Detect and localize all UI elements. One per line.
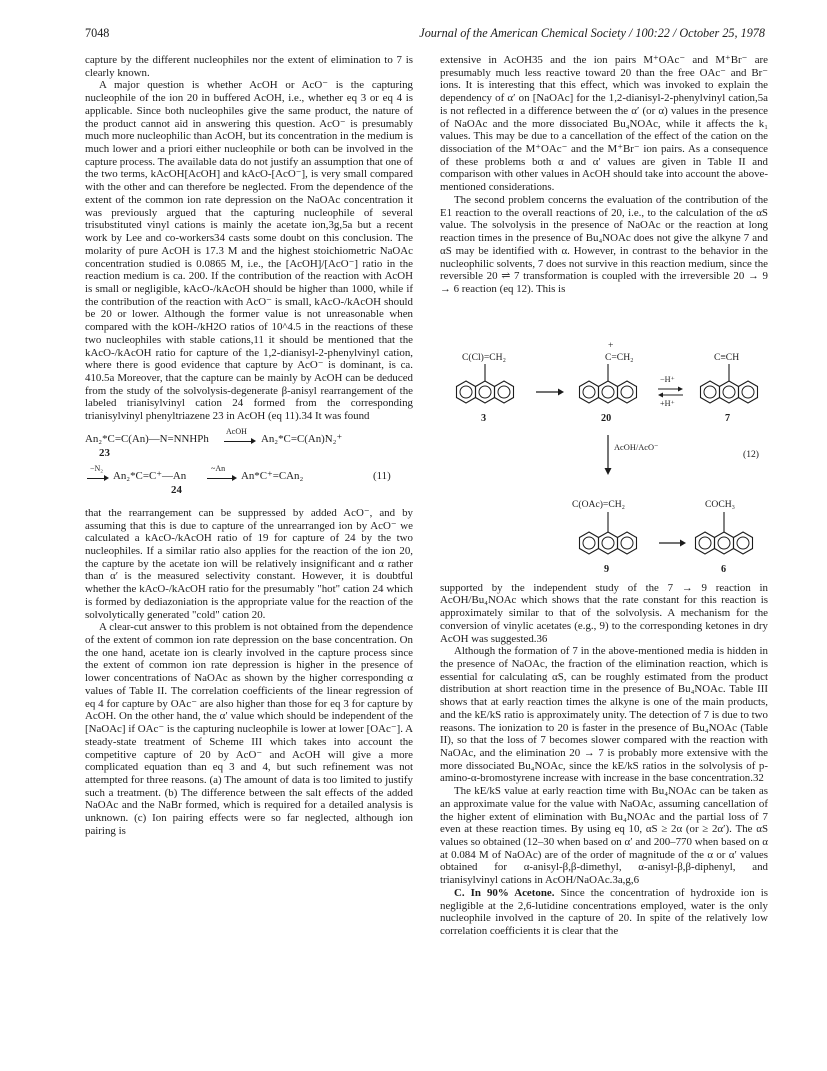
paragraph: The kE/kS value at early reaction time with Bu₄NOAc can be taken as an approximate value for the value with NaOAc, assuming cancellation of the higher extent of elimination with Bu₄NOAc and the partial loss of 7 even at these reaction times. By using eq 10, αS ≥ 2α (or ≥ 2α′). The αS values so obtained (12–30 when based on α′ and 200–770 when based on α at 0.084 M of NaOAc) are of the order of magnitude of the α or α′ values obtained for α-anisyl-β,β-dimethyl, α-anisyl-β,β-diphenyl, and trianisylvinyl cations in AcOH/NaOAc.3a,g,6 xyxy=(440,785,768,887)
compound-number: 7 xyxy=(725,412,731,424)
scheme-structures xyxy=(440,300,768,578)
anthracene-ring-6 xyxy=(696,512,753,554)
anthracene-ring-7 xyxy=(701,364,758,403)
cation-charge: + xyxy=(608,339,614,351)
compound-number: 24 xyxy=(171,483,182,496)
right-column xyxy=(440,54,768,938)
anthracene-ring-20 xyxy=(580,364,637,403)
page-number: 7048 xyxy=(85,26,110,40)
paragraph: A clear-cut answer to this problem is not obtained from the dependence of the extent of common ion rate depression on the base concentration. On the one hand, acetate ion is clearly involved in the capture process since the extent of common ion rate depression is higher in the presence of lower concentrations of NaOAc as shown by the higher corresponding α values of Table II. The correlation coefficients of the linear regression of eq 4 for capture by OAc⁻ are also higher than those for eq 3 for capture by AcOH. On the other hand, the α′ value which should be independent of the [NaOAc] if OAc⁻ is the capturing nucleophile is lower at lower [OAc⁻]. A steady-state treatment of Scheme III which takes into account the competitive capture of 20 by AcO⁻ and AcOH will give a more complicated equation than eq 3 and 4, but such refinement was not attempted for three reasons. (a) The amount of data is too limited to justify such a treatment. (b) The difference between the salt effects of the added NaOAc and the NaBr formed, which is required for a detailed analysis is unknown. (c) Ion pairing effects were so far neglected, although ion pairing is xyxy=(85,621,413,837)
eq-reactant: An₂*C=C(An)—N=NNHPh xyxy=(85,432,209,445)
equation-number: (11) xyxy=(373,469,391,482)
equation-number: (12) xyxy=(743,448,759,460)
reaction-arrow-down xyxy=(605,435,612,475)
left-column xyxy=(85,54,413,838)
paragraph xyxy=(440,887,768,938)
paragraph: A major question is whether AcOH or AcO⁻ is the capturing nucleophile of the ion 20 in buffered AcOH, i.e., whether eq 3 or eq 4 is applicable. Since both nucleophiles give the same product, the nature of the product cannot aid in answering this question. AcO⁻ is presumably much more nucleophilic than AcOH, but its concentration in the medium is much lower and a priori either nucleophile or both can be involved in the capture process. The available data do not justify an assumption that one of the two terms, kAcOH[AcOH] and kAcO-[AcO⁻], is very small compared with the other and can therefore be neglected. From the dependence of the extent of the common ion rate depression on the NaOAc concentration it was previously argued that the capturing nucleophile of several trisubstituted vinyl cations is mainly the acetate ion,3g,5a but a recent work by Lee and co-workers34 casts some doubt on this conclusion. The molarity of pure AcOH is 17.3 M and the highest stoichiometric NaOAc concentration studied is 0.0865 M, i.e., the [AcOH]/[AcO⁻] ratio in the reaction medium is ca. 200. If the contribution of the reaction with AcOH is small or negligible, kAcO-/kAcOH should be higher than 1000, while if the contribution of the reaction with AcO⁻ is small, kAcO-/kAcOH should be 20 or lower. Although the former value is not unreasonable when compared with the kOH-/kH2O ratios of 10^4.5 in the reactions of these two nucleophiles with stable cations,11 it should be mentioned that the kAcO-/kAcOH ratio for capture of the 1,2-dianisyl-2-phenylvinyl cation, where there is good evidence that capture by AcO⁻ is dominant, is ca. 410.5a Moreover, that the capture can be mainly by AcOH can be deduced from the study of the solvolysis-degenerate β-anisyl rearrangement of the labeled trianisylvinyl cation 24 formed from the corresponding trianisylvinyl phenyltriazene 23 in AcOH (eq 11).34 It was found xyxy=(85,79,413,423)
compound-number: 9 xyxy=(604,563,610,575)
reagent-label: AcOH/AcO⁻ xyxy=(614,442,659,452)
reaction-arrow xyxy=(207,472,237,485)
proton-loss-label: −H⁺ xyxy=(660,374,675,384)
paragraph: capture by the different nucleophiles nor the extent of elimination to 7 is clearly known. xyxy=(85,54,413,79)
reaction-arrow xyxy=(87,472,109,485)
paragraph: that the rearrangement can be suppressed by added AcO⁻, and by assuming that this is due to capture of the unrearranged ion by AcO⁻ we calculated a kAcO-/kAcOH ratio of 19 for capture of 24 by the two nucleophiles. If a similar ratio also applies for the reaction of the ion 20, the capture by the acetate ion will be relatively insignificant and α rather than α′ is the measured selectivity constant. However, it is doubtful whether the kAcO-/kAcOH ratio for the presumably "hot" cation 24 which is formed by dediazoniation is the appropriate value for the reaction of the solvolytically generated "cold" cation 20. xyxy=(85,506,413,621)
compound-number: 20 xyxy=(601,412,612,424)
compound-number: 6 xyxy=(721,563,727,575)
paragraph-text: Since the concentration of hydroxide ion is negligible at the 2,6-lutidine concentrations employed, water is the only nucleophile involved in the capture of 20. In spite of the relatively low correlation coefficients it is clear that the xyxy=(440,886,768,938)
eq-arrow-label: ~An xyxy=(211,463,226,473)
proton-gain-label: +H⁺ xyxy=(660,398,675,408)
substituent-label: C(OAc)=CH₂ xyxy=(572,498,625,510)
eq-product: An*C⁺=CAn₂ xyxy=(241,469,304,482)
substituent-label: COCH₃ xyxy=(705,498,735,510)
eq-product: An₂*C=C(An)N₂⁺ xyxy=(261,432,343,445)
reaction-arrow xyxy=(536,388,564,395)
paragraph: supported by the independent study of the 7 → 9 reaction in AcOH/Bu₄NOAc which shows that the rate constant for this reaction is approximately similar to that of the solvolysis. A mechanism for the conversion of vinylic acetates (e.g., 9) to the corresponding ketones in dry AcOH was suggested.36 xyxy=(440,581,768,645)
paragraph: extensive in AcOH35 and the ion pairs M⁺OAc⁻ and M⁺Br⁻ are presumably much less reactive toward 20 than the free OAc⁻ and Br⁻ ions. It is interesting that this effect, which was invoked to explain the dependency of α′ on [NaOAc] for the 1,2-dianisyl-2-phenylvinyl cation,5a is not reflected in a difference between the α′ (or α) values in the presence of NaOAc and the more dissociated Bu₄NOAc, while it affects the k₁ values. This may be due to a cancellation of the effect of the cation on the dissociation of the M⁺OAc⁻ and the M⁺Br⁻ ion pairs. As a consequence of these problems both α and α′ values are given in Table II and comparison with other values in AcOH should take into account the above-mentioned considerations. xyxy=(440,54,768,194)
section-heading: C. In 90% Acetone. xyxy=(454,886,555,899)
substituent-label: C=CH₂ xyxy=(605,351,634,363)
reaction-scheme-12 xyxy=(440,300,768,578)
paragraph: The second problem concerns the evaluation of the contribution of the E1 reaction to the overall reactions of 20, i.e., to the calculation of the αS value. The solvolysis in the presence of NaOAc or the reaction at long reaction times in the presence of Bu₄NOAc does not give the alkyne 7 and αS may be identified with α. However, in contrast to the behavior in the nucleophilic solvents, 7 does not survive in this reaction medium, since the reversible 20 ⇌ 7 transformation is coupled with the irreversible 20 → 9 → 6 reaction (eq 12). This is xyxy=(440,193,768,295)
equation-11 xyxy=(85,427,413,499)
substituent-label: C≡CH xyxy=(714,351,740,363)
running-header xyxy=(85,26,765,42)
anthracene-ring-3 xyxy=(457,364,514,403)
compound-number: 23 xyxy=(99,446,110,459)
substituent-label: C(Cl)=CH₂ xyxy=(462,351,506,363)
paragraph: Although the formation of 7 in the above-mentioned media is hidden in the presence of NaOAc, the fraction of the elimination reaction, which is essential for calculating αS, can be roughly estimated from the product distribution at short reaction time in the presence of Bu₄NOAc. Table III shows that at early reaction times the alkyne is one of the main products, and the kE/kS ratio is approximately unity. The detection of 7 is due to two reasons. The ionization to 20 is faster in the presence of Bu₄NOAc (Table II), so that the loss of 7 becomes slower compared with the reaction with NaOAc, and the elimination 20 → 7 is probably more extensive with the more dissociated Bu₄NOAc, since the kE/kS ratios in the solvolysis of p-amino-α-bromostyrene increase with increase in the base concentration.32 xyxy=(440,645,768,785)
eq-arrow-label: AcOH xyxy=(226,426,247,436)
reaction-arrow xyxy=(659,539,686,546)
anthracene-ring-9 xyxy=(580,512,637,554)
compound-number: 3 xyxy=(481,412,487,424)
reaction-arrow xyxy=(224,435,256,448)
equilibrium-arrows xyxy=(658,386,683,397)
running-title: Journal of the American Chemical Society / 100:22 / October 25, 1978 xyxy=(419,26,765,40)
eq-intermediate: An₂*C=C⁺—An xyxy=(113,469,187,482)
eq-arrow-label: −N₂ xyxy=(90,463,104,473)
